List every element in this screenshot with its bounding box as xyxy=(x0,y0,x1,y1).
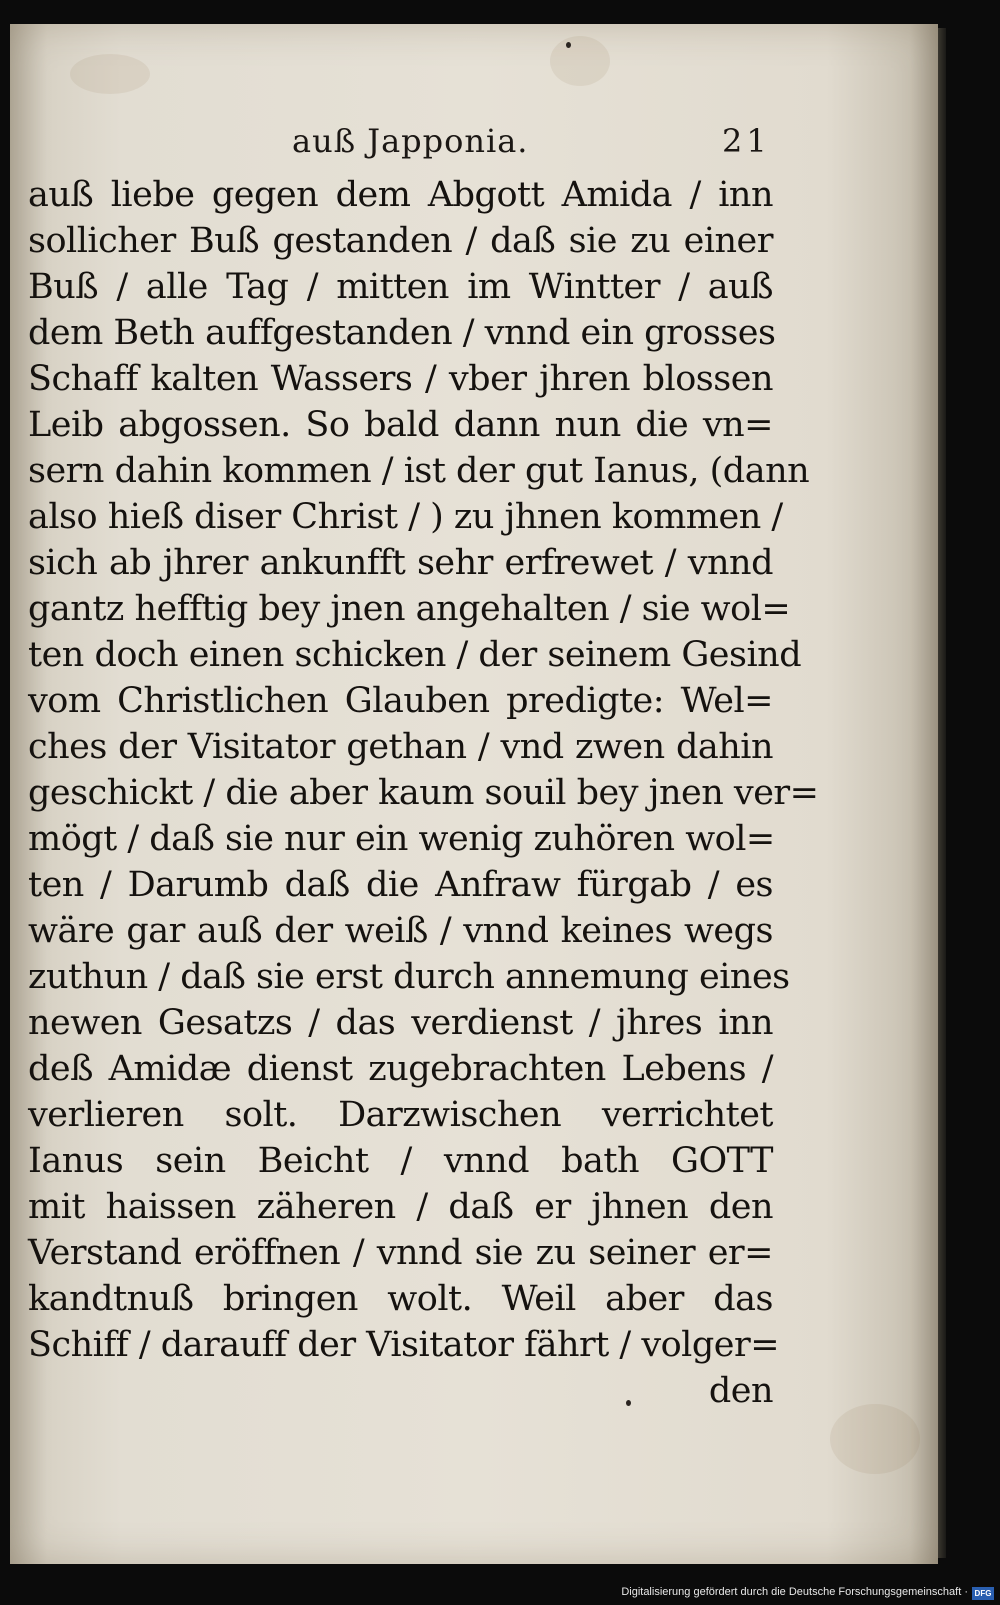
text-line: geschickt / die aber kaum souil bey jnen ver= xyxy=(28,773,819,813)
text-line: ches der Visitator gethan / vnd zwen dahin xyxy=(28,727,773,767)
text-line: auß liebe gegen dem Abgott Amida / inn xyxy=(28,175,773,215)
text-line: sern dahin kommen / ist der gut Ianus, (dann xyxy=(28,451,810,491)
footer-strip xyxy=(0,1585,1000,1605)
text-line: mögt / daß sie nur ein wenig zuhören wol= xyxy=(28,819,775,859)
body-text xyxy=(28,172,819,1414)
text-line: zuthun / daß sie erst durch annemung eines xyxy=(28,957,790,997)
text-line: Buß / alle Tag / mitten im Wintter / auß xyxy=(28,267,773,307)
dfg-logo: DFG xyxy=(972,1587,994,1600)
text-line: dem Beth auffgestanden / vnnd ein grosses xyxy=(28,313,776,353)
book-page xyxy=(10,24,938,1564)
text-line: verlieren solt. Darzwischen verrichtet xyxy=(28,1095,773,1135)
text-line: sich ab jhrer ankunfft sehr erfrewet / vnnd xyxy=(28,543,773,583)
paper-stain xyxy=(70,54,150,94)
text-line: sollicher Buß gestanden / daß sie zu einer xyxy=(28,221,773,261)
paper-stain xyxy=(550,36,610,86)
text-line: vom Christlichen Glauben predigte: Wel= xyxy=(28,681,773,721)
text-line: Schiff / darauff der Visitator fährt / volger= xyxy=(28,1325,780,1365)
text-line: Ianus sein Beicht / vnnd bath GOTT xyxy=(28,1141,773,1181)
running-title: auß Japponia. xyxy=(292,122,529,160)
text-line: newen Gesatzs / das verdienst / jhres inn xyxy=(28,1003,773,1043)
page-number: 21 xyxy=(722,122,771,160)
page-header xyxy=(10,122,938,162)
ink-speck xyxy=(566,42,571,48)
paper-stain xyxy=(830,1404,920,1474)
text-line: Verstand eröffnen / vnnd sie zu seiner er= xyxy=(28,1233,773,1273)
text-line: deß Amidæ dienst zugebrachten Lebens / xyxy=(28,1049,773,1089)
text-line: Schaff kalten Wassers / vber jhren blossen xyxy=(28,359,773,399)
text-line: ten doch einen schicken / der seinem Gesind xyxy=(28,635,802,675)
text-line: Leib abgossen. So bald dann nun die vn= xyxy=(28,405,773,445)
page-edge xyxy=(938,28,946,1558)
text-line: gantz hefftig bey jnen angehalten / sie wol= xyxy=(28,589,791,629)
digitization-credit: Digitalisierung gefördert durch die Deutsche Forschungsgemeinschaft · xyxy=(621,1586,968,1598)
text-line: kandtnuß bringen wolt. Weil aber das xyxy=(28,1279,773,1319)
catchword: den xyxy=(708,1371,773,1411)
text-line: also hieß diser Christ / ) zu jhnen kommen / xyxy=(28,497,783,537)
text-line: wäre gar auß der weiß / vnnd keines wegs xyxy=(28,911,773,951)
text-line: mit haissen zäheren / daß er jhnen den xyxy=(28,1187,773,1227)
text-line: ten / Darumb daß die Anfraw fürgab / es xyxy=(28,865,773,905)
